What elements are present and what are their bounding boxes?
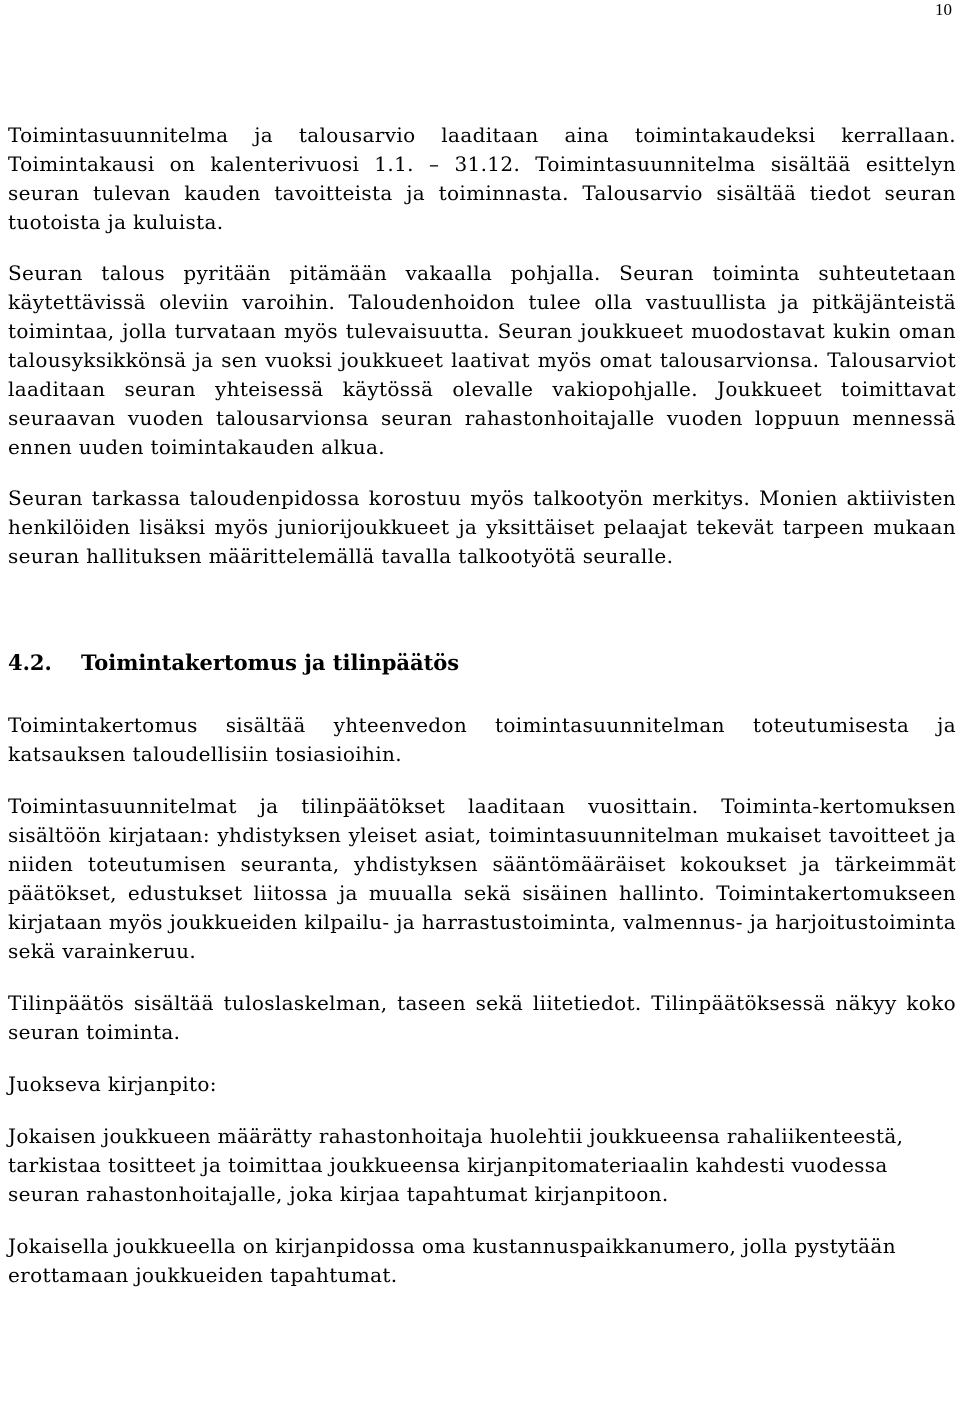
section-title: Toimintakertomus ja tilinpäätös [81, 650, 460, 675]
paragraph-finances: Seuran talous pyritään pitämään vakaalla pohjalla. Seuran toiminta suhteutetaan käytettävissä oleviin varoihin. Taloudenhoidon tulee olla vastuullista ja pitkäjänteistä toimintaa, jolla turvataan myös tulevaisuutta. Seuran joukkueet muodostavat kukin oman talousyksikkönsä ja sen vuoksi joukkueet laativat myös omat talousarvionsa. Talousarviot laaditaan seuran yhteisessä käytössä olevalle vakiopohjalle. Joukkueet toimittavat seuraavan vuoden talousarvionsa seuran rahastonhoitajalle vuoden loppuun mennessä ennen uuden toimintakauden alkua. [8, 261, 956, 459]
paragraph-plan-and-budget: Toimintasuunnitelma ja talousarvio laaditaan aina toimintakaudeksi kerrallaan. Toimintakausi on kalenterivuosi 1.1. – 31.12. Toimintasuunnitelma sisältää esittelyn seuran tulevan kauden tavoitteista ja toiminnasta. Talousarvio sisältää tiedot seuran tuotoista ja kuluista. [8, 123, 956, 234]
section-number: 4.2. [8, 650, 52, 675]
paragraph-team-treasurer: Jokaisen joukkueen määrätty rahastonhoitaja huolehtii joukkueensa rahaliikenteestä, tarkistaa tositteet ja toimittaa joukkueensa kirjanpitomateriaalin kahdesti vuodessa seuran rahastonhoitajalle, joka kirjaa tapahtumat kirjanpitoon. [8, 1124, 904, 1206]
paragraph-bookkeeping-heading: Juokseva kirjanpito: [8, 1072, 217, 1096]
section-heading [8, 648, 956, 677]
document-body [8, 121, 956, 1290]
paragraph-financial-statement: Tilinpäätös sisältää tuloslaskelman, taseen sekä liitetiedot. Tilinpäätöksessä näkyy koko seuran toiminta. [8, 991, 956, 1044]
paragraph-annual-report: Toimintakertomus sisältää yhteenvedon toimintasuunnitelman toteutumisesta ja katsauksen taloudellisiin tosiasioihin. [8, 713, 956, 766]
paragraph-report-contents: Toimintasuunnitelmat ja tilinpäätökset laaditaan vuosittain. Toiminta-kertomuksen sisältöön kirjataan: yhdistyksen yleiset asiat, toimintasuunnitelman mukaiset tavoitteet ja niiden toteutumisen seuranta, yhdistyksen sääntömääräiset kokoukset ja tärkeimmät päätökset, edustukset liitossa ja muualla sekä sisäinen hallinto. Toimintakertomukseen kirjataan myös joukkueiden kilpailu- ja harrastustoiminta, valmennus- ja harjoitustoiminta sekä varainkeruu. [8, 794, 956, 963]
page-number: 10 [935, 0, 952, 19]
paragraph-volunteer-work: Seuran tarkassa taloudenpidossa korostuu myös talkootyön merkitys. Monien aktiivisten henkilöiden lisäksi myös juniorijoukkueet ja yksittäiset pelaajat tekevät tarpeen mukaan seuran hallituksen määrittelemällä tavalla talkootyötä seuralle. [8, 486, 956, 568]
paragraph-cost-center: Jokaisella joukkueella on kirjanpidossa oma kustannuspaikkanumero, jolla pystytään erottamaan joukkueiden tapahtumat. [8, 1234, 896, 1287]
